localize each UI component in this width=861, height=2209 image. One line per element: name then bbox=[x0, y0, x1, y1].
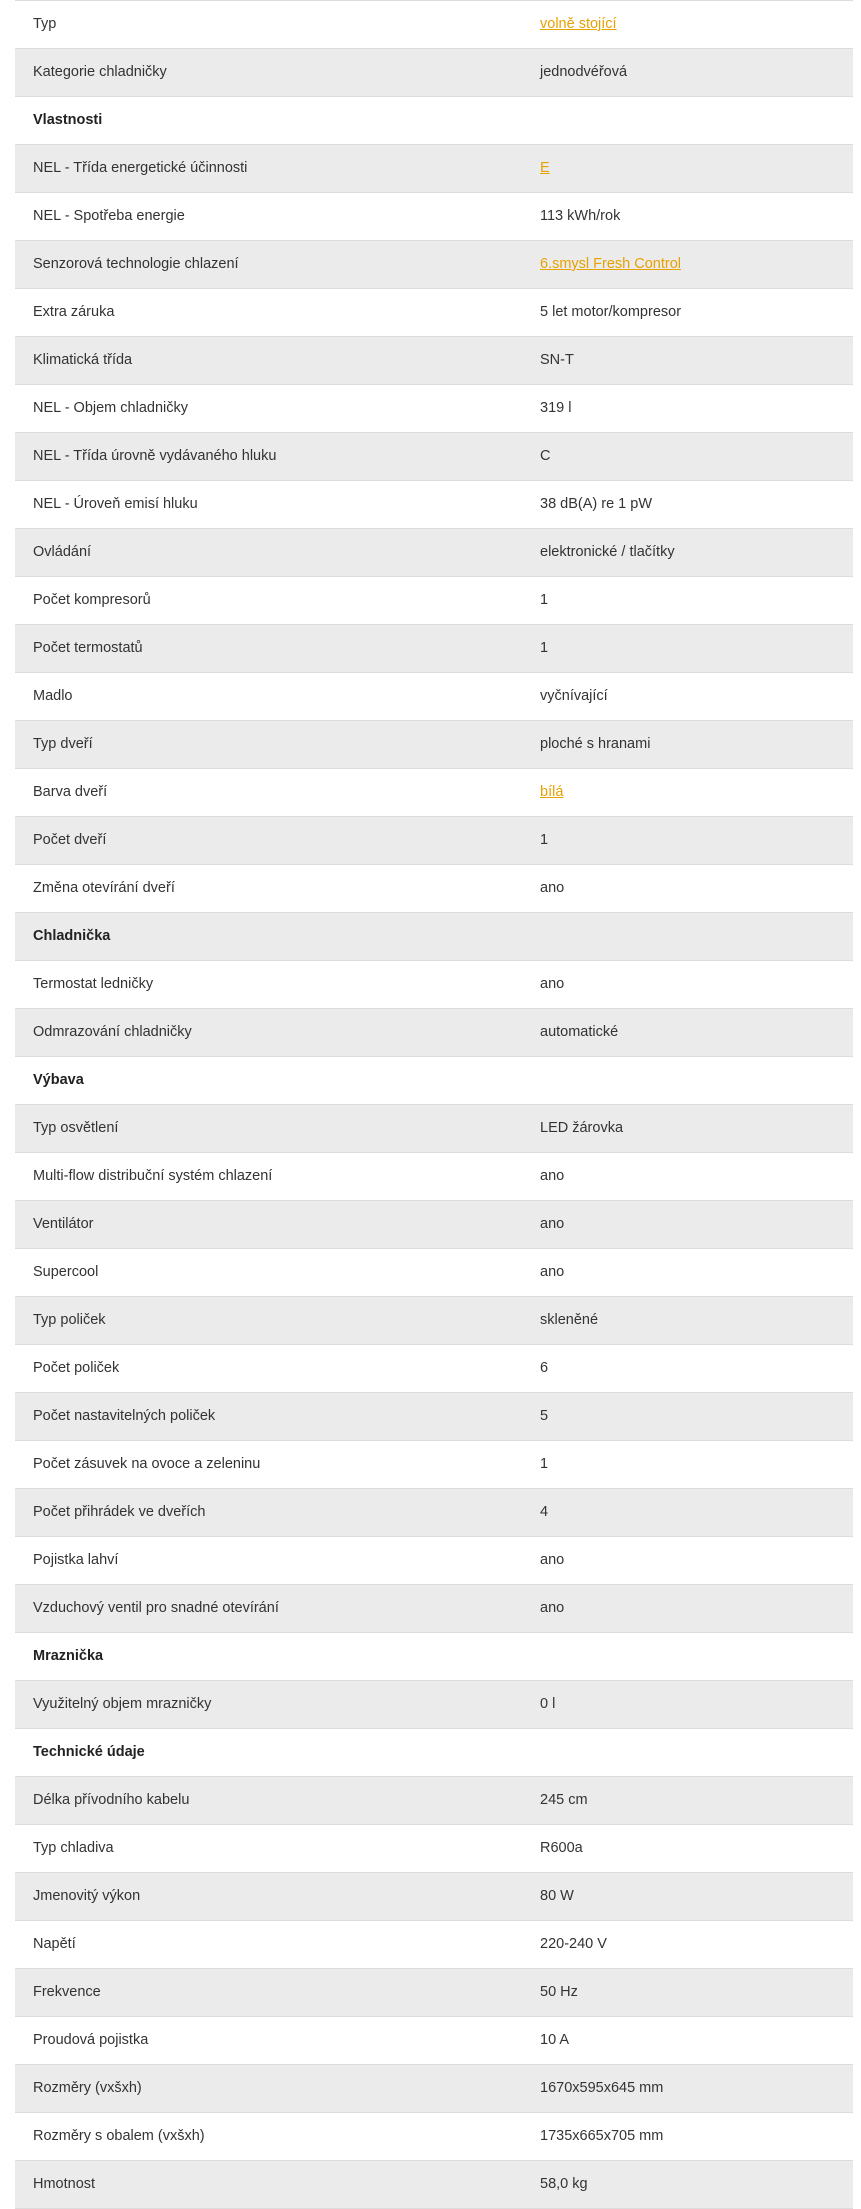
spec-row bbox=[15, 1825, 853, 1873]
spec-value: ploché s hranami bbox=[522, 721, 853, 769]
section-header bbox=[15, 1057, 853, 1105]
spec-value: 1 bbox=[522, 817, 853, 865]
spec-row bbox=[15, 1009, 853, 1057]
spec-row bbox=[15, 1921, 853, 1969]
spec-value: 1 bbox=[522, 577, 853, 625]
spec-row bbox=[15, 1249, 853, 1297]
spec-row bbox=[15, 241, 853, 289]
spec-value-cell bbox=[522, 241, 853, 289]
spec-row bbox=[15, 721, 853, 769]
spec-value-cell bbox=[522, 1, 853, 49]
spec-label: Typ poliček bbox=[15, 1297, 522, 1345]
spec-row bbox=[15, 625, 853, 673]
spec-value: 80 W bbox=[522, 1873, 853, 1921]
spec-label: NEL - Objem chladničky bbox=[15, 385, 522, 433]
spec-value: 50 Hz bbox=[522, 1969, 853, 2017]
spec-label: Rozměry s obalem (vxšxh) bbox=[15, 2113, 522, 2161]
spec-label: Napětí bbox=[15, 1921, 522, 1969]
spec-value: 5 bbox=[522, 1393, 853, 1441]
section-title: Výbava bbox=[15, 1057, 853, 1105]
spec-value: 58,0 kg bbox=[522, 2161, 853, 2209]
spec-row bbox=[15, 2113, 853, 2161]
spec-row bbox=[15, 865, 853, 913]
spec-value: jednodvéřová bbox=[522, 49, 853, 97]
spec-value-cell bbox=[522, 145, 853, 193]
section-title: Mraznička bbox=[15, 1633, 853, 1681]
section-header bbox=[15, 1729, 853, 1777]
spec-value: ano bbox=[522, 865, 853, 913]
spec-row bbox=[15, 433, 853, 481]
spec-label: Proudová pojistka bbox=[15, 2017, 522, 2065]
spec-label: NEL - Spotřeba energie bbox=[15, 193, 522, 241]
spec-value: SN-T bbox=[522, 337, 853, 385]
spec-value: 38 dB(A) re 1 pW bbox=[522, 481, 853, 529]
spec-table-body bbox=[15, 1, 853, 2209]
spec-row bbox=[15, 1297, 853, 1345]
spec-value: 245 cm bbox=[522, 1777, 853, 1825]
spec-value: 1670x595x645 mm bbox=[522, 2065, 853, 2113]
spec-row bbox=[15, 1585, 853, 1633]
spec-value: elektronické / tlačítky bbox=[522, 529, 853, 577]
spec-value: ano bbox=[522, 1585, 853, 1633]
spec-label: Typ bbox=[15, 1, 522, 49]
spec-label: NEL - Třída úrovně vydávaného hluku bbox=[15, 433, 522, 481]
spec-row bbox=[15, 1393, 853, 1441]
spec-label: Frekvence bbox=[15, 1969, 522, 2017]
spec-value: vyčnívající bbox=[522, 673, 853, 721]
spec-row bbox=[15, 961, 853, 1009]
section-header bbox=[15, 1633, 853, 1681]
section-header bbox=[15, 913, 853, 961]
spec-row bbox=[15, 673, 853, 721]
spec-row bbox=[15, 481, 853, 529]
spec-value-link[interactable]: volně stojící bbox=[540, 16, 617, 32]
spec-value: 220-240 V bbox=[522, 1921, 853, 1969]
spec-row bbox=[15, 1777, 853, 1825]
spec-value: C bbox=[522, 433, 853, 481]
spec-label: Barva dveří bbox=[15, 769, 522, 817]
spec-row bbox=[15, 1201, 853, 1249]
spec-value-link[interactable]: E bbox=[540, 160, 550, 176]
spec-value: ano bbox=[522, 961, 853, 1009]
spec-value: 1735x665x705 mm bbox=[522, 2113, 853, 2161]
spec-value: 1 bbox=[522, 625, 853, 673]
spec-value-link[interactable]: 6.smysl Fresh Control bbox=[540, 256, 682, 272]
spec-row bbox=[15, 337, 853, 385]
spec-row bbox=[15, 1489, 853, 1537]
spec-label: NEL - Třída energetické účinnosti bbox=[15, 145, 522, 193]
spec-value: 1 bbox=[522, 1441, 853, 1489]
spec-table bbox=[15, 0, 853, 2209]
spec-label: Klimatická třída bbox=[15, 337, 522, 385]
spec-row bbox=[15, 145, 853, 193]
section-title: Vlastnosti bbox=[15, 97, 853, 145]
spec-row bbox=[15, 1105, 853, 1153]
spec-label: Odmrazování chladničky bbox=[15, 1009, 522, 1057]
spec-value: 319 l bbox=[522, 385, 853, 433]
spec-label: Délka přívodního kabelu bbox=[15, 1777, 522, 1825]
spec-value: skleněné bbox=[522, 1297, 853, 1345]
spec-label: Pojistka lahví bbox=[15, 1537, 522, 1585]
spec-label: Typ chladiva bbox=[15, 1825, 522, 1873]
spec-label: Počet přihrádek ve dveřích bbox=[15, 1489, 522, 1537]
spec-value-link[interactable]: bílá bbox=[540, 784, 564, 800]
spec-value: ano bbox=[522, 1153, 853, 1201]
section-title: Chladnička bbox=[15, 913, 853, 961]
spec-row bbox=[15, 2065, 853, 2113]
spec-value: LED žárovka bbox=[522, 1105, 853, 1153]
spec-label: Hmotnost bbox=[15, 2161, 522, 2209]
spec-label: Ventilátor bbox=[15, 1201, 522, 1249]
spec-label: Kategorie chladničky bbox=[15, 49, 522, 97]
spec-row bbox=[15, 1969, 853, 2017]
spec-row bbox=[15, 1, 853, 49]
spec-label: Rozměry (vxšxh) bbox=[15, 2065, 522, 2113]
spec-label: Počet kompresorů bbox=[15, 577, 522, 625]
spec-row bbox=[15, 817, 853, 865]
spec-value: 4 bbox=[522, 1489, 853, 1537]
section-header bbox=[15, 97, 853, 145]
spec-row bbox=[15, 1345, 853, 1393]
spec-row bbox=[15, 577, 853, 625]
spec-value: ano bbox=[522, 1249, 853, 1297]
spec-label: Extra záruka bbox=[15, 289, 522, 337]
spec-row bbox=[15, 2017, 853, 2065]
spec-value: automatické bbox=[522, 1009, 853, 1057]
spec-row bbox=[15, 529, 853, 577]
spec-label: Vzduchový ventil pro snadné otevírání bbox=[15, 1585, 522, 1633]
spec-row bbox=[15, 1441, 853, 1489]
spec-label: Typ osvětlení bbox=[15, 1105, 522, 1153]
spec-row bbox=[15, 769, 853, 817]
spec-label: Multi-flow distribuční systém chlazení bbox=[15, 1153, 522, 1201]
spec-row bbox=[15, 1873, 853, 1921]
spec-value: 5 let motor/kompresor bbox=[522, 289, 853, 337]
spec-label: Jmenovitý výkon bbox=[15, 1873, 522, 1921]
spec-label: Změna otevírání dveří bbox=[15, 865, 522, 913]
spec-label: Počet dveří bbox=[15, 817, 522, 865]
spec-row bbox=[15, 385, 853, 433]
spec-label: Využitelný objem mrazničky bbox=[15, 1681, 522, 1729]
spec-label: Madlo bbox=[15, 673, 522, 721]
spec-value: 0 l bbox=[522, 1681, 853, 1729]
spec-label: Počet poliček bbox=[15, 1345, 522, 1393]
spec-value-cell bbox=[522, 769, 853, 817]
spec-row bbox=[15, 1681, 853, 1729]
spec-row bbox=[15, 1153, 853, 1201]
section-title: Technické údaje bbox=[15, 1729, 853, 1777]
spec-row bbox=[15, 289, 853, 337]
spec-row bbox=[15, 49, 853, 97]
spec-label: Počet nastavitelných poliček bbox=[15, 1393, 522, 1441]
spec-value: ano bbox=[522, 1537, 853, 1585]
spec-label: Ovládání bbox=[15, 529, 522, 577]
spec-label: Senzorová technologie chlazení bbox=[15, 241, 522, 289]
spec-label: NEL - Úroveň emisí hluku bbox=[15, 481, 522, 529]
spec-label: Termostat ledničky bbox=[15, 961, 522, 1009]
spec-label: Typ dveří bbox=[15, 721, 522, 769]
spec-row bbox=[15, 2161, 853, 2209]
spec-value: 6 bbox=[522, 1345, 853, 1393]
spec-value: ano bbox=[522, 1201, 853, 1249]
spec-label: Počet termostatů bbox=[15, 625, 522, 673]
spec-row bbox=[15, 193, 853, 241]
spec-value: R600a bbox=[522, 1825, 853, 1873]
spec-label: Supercool bbox=[15, 1249, 522, 1297]
spec-value: 10 A bbox=[522, 2017, 853, 2065]
spec-row bbox=[15, 1537, 853, 1585]
spec-label: Počet zásuvek na ovoce a zeleninu bbox=[15, 1441, 522, 1489]
spec-value: 113 kWh/rok bbox=[522, 193, 853, 241]
